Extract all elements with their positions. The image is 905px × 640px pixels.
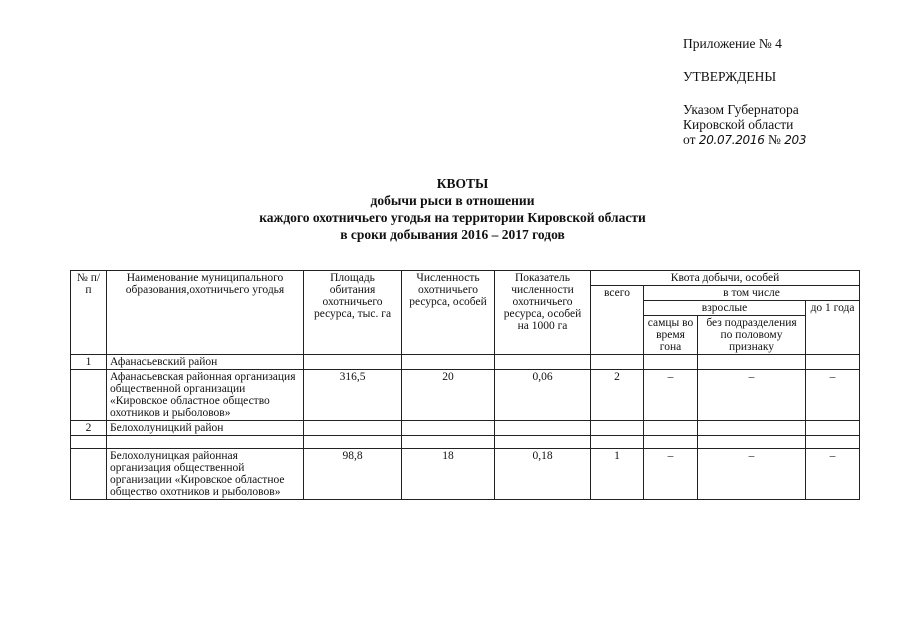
header-num: № п/п [71, 271, 107, 355]
title-line-4: в сроки добывания 2016 – 2017 годов [340, 227, 565, 242]
organization-name: Афанасьевская районная организация общественной организации «Кировское областное общество охотников и рыболовов» [107, 370, 304, 421]
area-value: 98,8 [304, 449, 402, 500]
header-adults: взрослые [644, 301, 806, 316]
row-num: 1 [71, 355, 107, 370]
under1-value: – [806, 449, 860, 500]
quota-table [70, 270, 860, 500]
district-name: Афанасьевский район [107, 355, 304, 370]
count-value: 20 [402, 370, 495, 421]
males-value: – [644, 370, 698, 421]
header-quota: Квота добычи, особей [591, 271, 860, 286]
table-row [71, 355, 860, 370]
spacer-row [71, 436, 860, 449]
handwritten-number: 203 [784, 133, 807, 147]
title-line-2: добычи рыси в отношении [370, 193, 535, 208]
header-name: Наименование муниципального образования,охотничьего угодья [107, 271, 304, 355]
row-num: 2 [71, 421, 107, 436]
header-including: в том числе [644, 286, 860, 301]
nosex-value: – [698, 370, 806, 421]
title-main: КВОТЫ [436, 176, 489, 191]
table-row [71, 449, 860, 500]
under1-value: – [806, 370, 860, 421]
district-name: Белохолуницкий район [107, 421, 304, 436]
total-value: 1 [591, 449, 644, 500]
index-value: 0,18 [495, 449, 591, 500]
header-nosex: без подразделения по половому признаку [698, 316, 806, 355]
total-value: 2 [591, 370, 644, 421]
header-count: Численность охотничьего ресурса, особей [402, 271, 495, 355]
title-line-3: каждого охотничьего угодья на территории Кировской области [259, 210, 646, 225]
date-number-line [683, 132, 806, 148]
table-row [71, 421, 860, 436]
header-index: Показатель численности охотничьего ресурса, особей на 1000 га [495, 271, 591, 355]
decree-line-1: Указом Губернатора [683, 102, 799, 117]
approved-label: УТВЕРЖДЕНЫ [683, 69, 777, 84]
index-value: 0,06 [495, 370, 591, 421]
males-value: – [644, 449, 698, 500]
header-total: всего [591, 286, 644, 355]
document-title [0, 175, 905, 243]
header-males: самцы во время гона [644, 316, 698, 355]
date-prefix: от [683, 132, 696, 147]
number-prefix: № [767, 132, 781, 147]
nosex-value: – [698, 449, 806, 500]
handwritten-date: 20.07.2016 [698, 133, 765, 147]
header-row-1 [71, 271, 860, 286]
approval-block [683, 36, 806, 148]
count-value: 18 [402, 449, 495, 500]
header-under1: до 1 года [806, 301, 860, 355]
header-area: Площадь обитания охотничьего ресурса, тыс. га [304, 271, 402, 355]
decree-line-2: Кировской области [683, 117, 794, 132]
area-value: 316,5 [304, 370, 402, 421]
table-row [71, 370, 860, 421]
organization-name: Белохолуницкая районная организация общественной организации «Кировское областное общество охотников и рыболовов» [107, 449, 304, 500]
appendix-label: Приложение № 4 [683, 36, 782, 51]
